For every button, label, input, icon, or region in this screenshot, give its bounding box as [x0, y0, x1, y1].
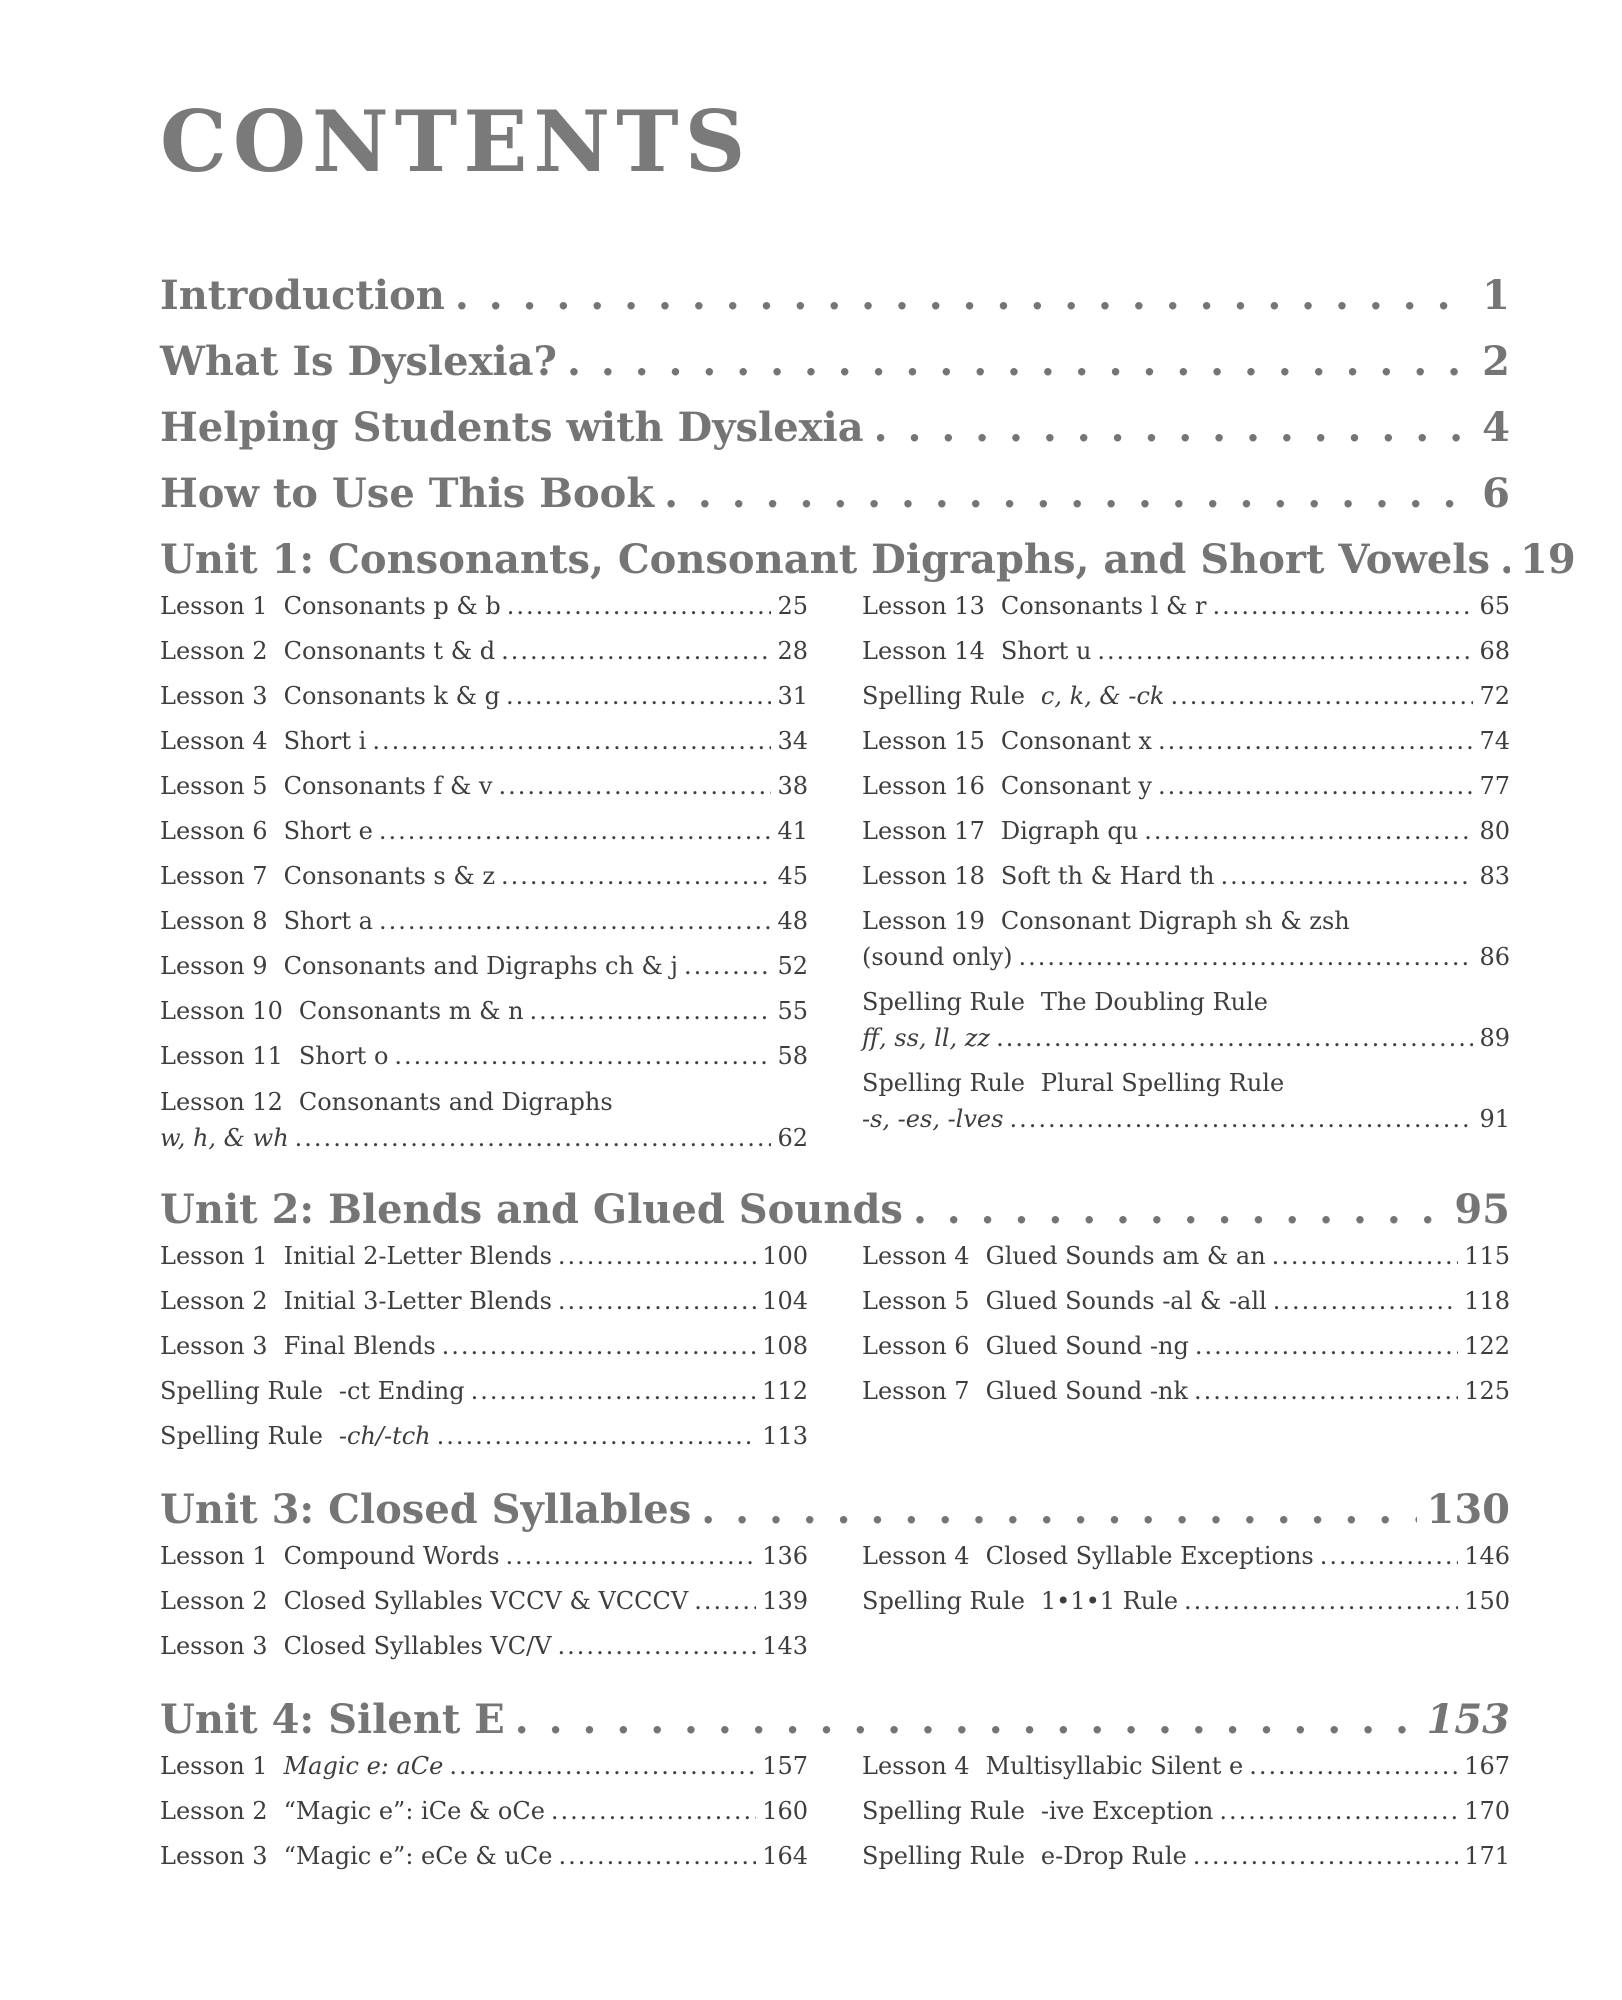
lesson-number: Lesson 4 [160, 727, 268, 755]
lesson-number: Lesson 6 [862, 1332, 970, 1360]
rule-label: Spelling Rule [862, 1797, 1025, 1825]
lesson-number: Lesson 5 [160, 772, 268, 800]
lesson-page: 52 [777, 952, 808, 980]
lesson-page: 48 [777, 907, 808, 935]
leader-dots [684, 952, 771, 980]
lesson-topic: Consonants k & g [283, 682, 500, 710]
lesson-page: 83 [1479, 862, 1510, 890]
toc-lesson-row[interactable] [160, 637, 808, 665]
lesson-number: Lesson 3 [160, 1332, 268, 1360]
lesson-page: 115 [1464, 1242, 1510, 1270]
lesson-topic: Short e [283, 817, 373, 845]
lesson-number: Lesson 1 [160, 1542, 268, 1570]
leader-dots [567, 338, 1472, 385]
rule-topic: 1•1•1 Rule [1040, 1587, 1179, 1615]
toc-lesson-row-wrapped[interactable] [862, 907, 1510, 971]
unit-label: Unit 4: Silent E [160, 1696, 505, 1743]
lesson-topic: Initial 2-Letter Blends [283, 1242, 552, 1270]
lesson-number: Lesson 19 [862, 907, 985, 935]
leader-dots [664, 470, 1472, 517]
lesson-number: Lesson 6 [160, 817, 268, 845]
unit-page: 19 [1520, 536, 1576, 583]
rule-label: Spelling Rule [862, 1069, 1025, 1097]
rule-topic: -ct Ending [338, 1377, 465, 1405]
leader-dots [379, 907, 771, 935]
lesson-page: 74 [1479, 727, 1510, 755]
lesson-page: 38 [777, 772, 808, 800]
toc-lesson-row[interactable] [862, 682, 1510, 710]
lesson-topic: Closed Syllable Exceptions [985, 1542, 1314, 1570]
lesson-page: 68 [1479, 637, 1510, 665]
toc-lesson-row-wrapped[interactable] [160, 1088, 808, 1152]
rule-page: 150 [1464, 1587, 1510, 1615]
lesson-page: 45 [777, 862, 808, 890]
toc-lesson-row[interactable] [862, 1542, 1510, 1570]
toc-spelling-rule-wrapped[interactable] [862, 988, 1510, 1052]
rule-page: 91 [1479, 1105, 1510, 1133]
lesson-number: Lesson 4 [862, 1752, 970, 1780]
leader-dots [449, 1752, 756, 1780]
leader-dots [1144, 817, 1473, 845]
leader-dots [558, 1842, 756, 1870]
toc-lesson-row[interactable] [160, 1632, 808, 1660]
lesson-page: 65 [1479, 592, 1510, 620]
lesson-page: 146 [1464, 1542, 1510, 1570]
leader-dots [1195, 1332, 1458, 1360]
lesson-number: Lesson 13 [862, 592, 985, 620]
lesson-number: Lesson 3 [160, 1632, 268, 1660]
lesson-number: Lesson 3 [160, 682, 268, 710]
lesson-number: Spelling Rule [862, 682, 1025, 710]
toc-entry-helping-students[interactable] [160, 404, 1510, 451]
lesson-topic: Final Blends [283, 1332, 436, 1360]
toc-lesson-row[interactable] [862, 637, 1510, 665]
lesson-page: 28 [777, 637, 808, 665]
leader-dots [1158, 727, 1474, 755]
lesson-topic: Consonants l & r [1000, 592, 1207, 620]
rule-label: Spelling Rule [160, 1422, 323, 1450]
lesson-page: 108 [762, 1332, 808, 1360]
leader-dots [874, 404, 1473, 451]
leader-dots [455, 272, 1472, 319]
leader-dots [1194, 1377, 1458, 1405]
rule-topic: e-Drop Rule [1040, 1842, 1187, 1870]
leader-dots [551, 1797, 756, 1825]
entry-page: 4 [1482, 404, 1510, 451]
toc-unit-1-heading[interactable] [160, 536, 1576, 583]
lesson-topic: Closed Syllables VCCV & VCCCV [283, 1587, 689, 1615]
lesson-page: 72 [1479, 682, 1510, 710]
lesson-page: 55 [777, 997, 808, 1025]
lesson-topic: Consonant x [1000, 727, 1152, 755]
rule-topic: -ch/-tch [338, 1422, 431, 1450]
lesson-page: 164 [762, 1842, 808, 1870]
toc-entry-what-is-dyslexia[interactable] [160, 338, 1510, 385]
lesson-page: 143 [762, 1632, 808, 1660]
leader-dots [501, 637, 771, 665]
lesson-topic: Glued Sounds -al & -all [985, 1287, 1267, 1315]
rule-label: Spelling Rule [862, 988, 1025, 1016]
leader-dots [558, 1632, 757, 1660]
lesson-topic-continued: (sound only) [862, 943, 1013, 971]
toc-lesson-row[interactable] [160, 592, 808, 620]
leader-dots [1019, 943, 1474, 971]
lesson-page: 160 [762, 1797, 808, 1825]
entry-page: 6 [1482, 470, 1510, 517]
lesson-topic: Glued Sound -ng [985, 1332, 1189, 1360]
lesson-number: Lesson 10 [160, 997, 283, 1025]
lesson-number: Lesson 2 [160, 1287, 268, 1315]
toc-lesson-row[interactable] [160, 952, 808, 980]
lesson-page: 62 [777, 1124, 808, 1152]
leader-dots [1097, 637, 1473, 665]
lesson-number: Lesson 1 [160, 1752, 268, 1780]
lesson-number: Lesson 7 [862, 1377, 970, 1405]
toc-spelling-rule-row[interactable] [862, 1587, 1510, 1615]
toc-spelling-rule-row[interactable] [160, 1422, 808, 1450]
leader-dots [1212, 592, 1473, 620]
toc-lesson-row[interactable] [160, 862, 808, 890]
lesson-number: Lesson 2 [160, 1797, 268, 1825]
entry-page: 1 [1482, 272, 1510, 319]
lesson-topic: Glued Sound -nk [985, 1377, 1188, 1405]
lesson-topic: Consonants s & z [283, 862, 496, 890]
leader-dots [701, 1486, 1416, 1533]
rule-topic: The Doubling Rule [1040, 988, 1268, 1016]
toc-lesson-row[interactable] [160, 1042, 808, 1070]
lesson-page: 100 [762, 1242, 808, 1270]
rule-page: 113 [762, 1422, 808, 1450]
toc-lesson-row[interactable] [160, 727, 808, 755]
toc-lesson-row[interactable] [160, 907, 808, 935]
leader-dots [1009, 1105, 1473, 1133]
toc-lesson-row[interactable] [160, 1752, 808, 1780]
lesson-page: 34 [777, 727, 808, 755]
unit-page: 95 [1454, 1186, 1510, 1233]
lesson-number: Lesson 12 [160, 1088, 283, 1116]
lesson-topic: Multisyllabic Silent e [985, 1752, 1244, 1780]
leader-dots [515, 1696, 1417, 1743]
toc-lesson-row[interactable] [862, 1242, 1510, 1270]
toc-lesson-row[interactable] [160, 1542, 808, 1570]
rule-label: Spelling Rule [862, 1842, 1025, 1870]
leader-dots [372, 727, 771, 755]
lesson-topic: Compound Words [283, 1542, 500, 1570]
lesson-number: Lesson 7 [160, 862, 268, 890]
lesson-topic: Short u [1000, 637, 1092, 665]
leader-dots [379, 817, 772, 845]
rule-topic-continued: -s, -es, -lves [862, 1105, 1004, 1133]
leader-dots [442, 1332, 757, 1360]
lesson-topic-continued: w, h, & wh [160, 1124, 289, 1152]
lesson-number: Lesson 9 [160, 952, 268, 980]
toc-lesson-row[interactable] [862, 727, 1510, 755]
lesson-topic: Soft th & Hard th [1000, 862, 1215, 890]
lesson-page: 167 [1464, 1752, 1510, 1780]
lesson-number: Lesson 8 [160, 907, 268, 935]
lesson-topic: “Magic e”: iCe & oCe [283, 1797, 545, 1825]
entry-label: How to Use This Book [160, 470, 655, 517]
leader-dots [694, 1587, 756, 1615]
lesson-topic: Closed Syllables VC/V [283, 1632, 552, 1660]
entry-label: Introduction [160, 272, 445, 319]
rule-topic: -ive Exception [1040, 1797, 1214, 1825]
leader-dots [1320, 1542, 1458, 1570]
lesson-topic: Consonants m & n [298, 997, 524, 1025]
lesson-page: 157 [762, 1752, 808, 1780]
lesson-number: Lesson 15 [862, 727, 985, 755]
toc-lesson-row[interactable] [862, 1287, 1510, 1315]
lesson-topic: Short i [283, 727, 367, 755]
lesson-number: Lesson 14 [862, 637, 985, 665]
leader-dots [1184, 1587, 1458, 1615]
leader-dots [1500, 536, 1510, 583]
leader-dots [1193, 1842, 1458, 1870]
rule-label: Spelling Rule [862, 1587, 1025, 1615]
lesson-page: 136 [762, 1542, 808, 1570]
leader-dots [1273, 1287, 1459, 1315]
lesson-number: Lesson 18 [862, 862, 985, 890]
lesson-topic: Consonant y [1000, 772, 1152, 800]
lesson-topic: Consonants and Digraphs [298, 1088, 613, 1116]
leader-dots [1219, 1797, 1458, 1825]
unit-page: 130 [1426, 1486, 1510, 1533]
leader-dots [1170, 682, 1473, 710]
lesson-page: 58 [777, 1042, 808, 1070]
leader-dots [394, 1042, 771, 1070]
lesson-page: 104 [762, 1287, 808, 1315]
lesson-topic: “Magic e”: eCe & uCe [283, 1842, 553, 1870]
lesson-topic: Magic e: aCe [283, 1752, 444, 1780]
lesson-number: Lesson 4 [862, 1542, 970, 1570]
lesson-number: Lesson 16 [862, 772, 985, 800]
toc-unit-4-heading[interactable] [160, 1696, 1510, 1743]
toc-spelling-rule-row[interactable] [862, 1842, 1510, 1870]
lesson-number: Lesson 4 [862, 1242, 970, 1270]
lesson-page: 118 [1464, 1287, 1510, 1315]
leader-dots [437, 1422, 757, 1450]
leader-dots [1158, 772, 1474, 800]
lesson-number: Lesson 17 [862, 817, 985, 845]
lesson-number: Lesson 1 [160, 1242, 268, 1270]
rule-page: 112 [762, 1377, 808, 1405]
toc-lesson-row[interactable] [160, 1797, 808, 1825]
leader-dots [501, 862, 771, 890]
toc-spelling-rule-row[interactable] [862, 1797, 1510, 1825]
page-title: CONTENTS [160, 92, 752, 191]
leader-dots [507, 592, 772, 620]
toc-lesson-row[interactable] [160, 1332, 808, 1360]
lesson-number: Lesson 2 [160, 1587, 268, 1615]
toc-lesson-row[interactable] [160, 1242, 808, 1270]
leader-dots [1249, 1752, 1458, 1780]
lesson-topic: Initial 3-Letter Blends [283, 1287, 552, 1315]
unit-label: Unit 3: Closed Syllables [160, 1486, 692, 1533]
toc-lesson-row[interactable] [862, 772, 1510, 800]
lesson-page: 139 [762, 1587, 808, 1615]
toc-lesson-row[interactable] [862, 862, 1510, 890]
leader-dots [1272, 1242, 1459, 1270]
toc-lesson-row[interactable] [160, 1287, 808, 1315]
leader-dots [499, 772, 772, 800]
leader-dots [558, 1287, 756, 1315]
entry-label: What Is Dyslexia? [160, 338, 557, 385]
toc-unit-2-heading[interactable] [160, 1186, 1510, 1233]
unit-label: Unit 2: Blends and Glued Sounds [160, 1186, 903, 1233]
lesson-page: 77 [1479, 772, 1510, 800]
toc-lesson-row[interactable] [160, 772, 808, 800]
toc-spelling-rule-wrapped[interactable] [862, 1069, 1510, 1133]
toc-lesson-row[interactable] [862, 817, 1510, 845]
toc-lesson-row[interactable] [862, 592, 1510, 620]
lesson-page: 25 [777, 592, 808, 620]
lesson-page: 80 [1479, 817, 1510, 845]
lesson-page: 125 [1464, 1377, 1510, 1405]
leader-dots [558, 1242, 756, 1270]
lesson-number: Lesson 3 [160, 1842, 268, 1870]
leader-dots [913, 1186, 1444, 1233]
leader-dots [295, 1124, 772, 1152]
lesson-topic: Digraph qu [1000, 817, 1139, 845]
toc-entry-introduction[interactable] [160, 272, 1510, 319]
toc-lesson-row[interactable] [160, 1587, 808, 1615]
lesson-topic: c, k, & -ck [1040, 682, 1165, 710]
lesson-page: 31 [777, 682, 808, 710]
toc-lesson-row[interactable] [160, 997, 808, 1025]
lesson-number: Lesson 1 [160, 592, 268, 620]
entry-label: Helping Students with Dyslexia [160, 404, 864, 451]
toc-lesson-row[interactable] [862, 1752, 1510, 1780]
lesson-page: 86 [1479, 943, 1510, 971]
leader-dots [1220, 862, 1473, 890]
rule-topic: Plural Spelling Rule [1040, 1069, 1285, 1097]
toc-lesson-row[interactable] [160, 817, 808, 845]
lesson-topic: Consonants t & d [283, 637, 496, 665]
toc-lesson-row[interactable] [862, 1377, 1510, 1405]
toc-spelling-rule-row[interactable] [160, 1377, 808, 1405]
entry-page: 2 [1482, 338, 1510, 385]
leader-dots [530, 997, 772, 1025]
rule-label: Spelling Rule [160, 1377, 323, 1405]
leader-dots [506, 1542, 757, 1570]
rule-topic-continued: ff, ss, ll, zz [862, 1024, 991, 1052]
toc-entry-how-to-use[interactable] [160, 470, 1510, 517]
leader-dots [996, 1024, 1473, 1052]
leader-dots [471, 1377, 757, 1405]
rule-page: 170 [1464, 1797, 1510, 1825]
lesson-topic: Consonant Digraph sh & zsh [1000, 907, 1350, 935]
toc-lesson-row[interactable] [160, 682, 808, 710]
lesson-number: Lesson 11 [160, 1042, 283, 1070]
lesson-topic: Short a [283, 907, 373, 935]
lesson-topic: Consonants p & b [283, 592, 501, 620]
lesson-topic: Short o [298, 1042, 389, 1070]
lesson-topic: Glued Sounds am & an [985, 1242, 1266, 1270]
toc-lesson-row[interactable] [160, 1842, 808, 1870]
toc-lesson-row[interactable] [862, 1332, 1510, 1360]
lesson-topic: Consonants f & v [283, 772, 493, 800]
unit-page: 153 [1426, 1696, 1510, 1743]
lesson-page: 122 [1464, 1332, 1510, 1360]
rule-page: 89 [1479, 1024, 1510, 1052]
lesson-number: Lesson 5 [862, 1287, 970, 1315]
rule-page: 171 [1464, 1842, 1510, 1870]
toc-unit-3-heading[interactable] [160, 1486, 1510, 1533]
unit-label: Unit 1: Consonants, Consonant Digraphs, and Short Vowels [160, 536, 1491, 583]
lesson-topic: Consonants and Digraphs ch & j [283, 952, 678, 980]
lesson-page: 41 [777, 817, 808, 845]
leader-dots [506, 682, 772, 710]
lesson-number: Lesson 2 [160, 637, 268, 665]
